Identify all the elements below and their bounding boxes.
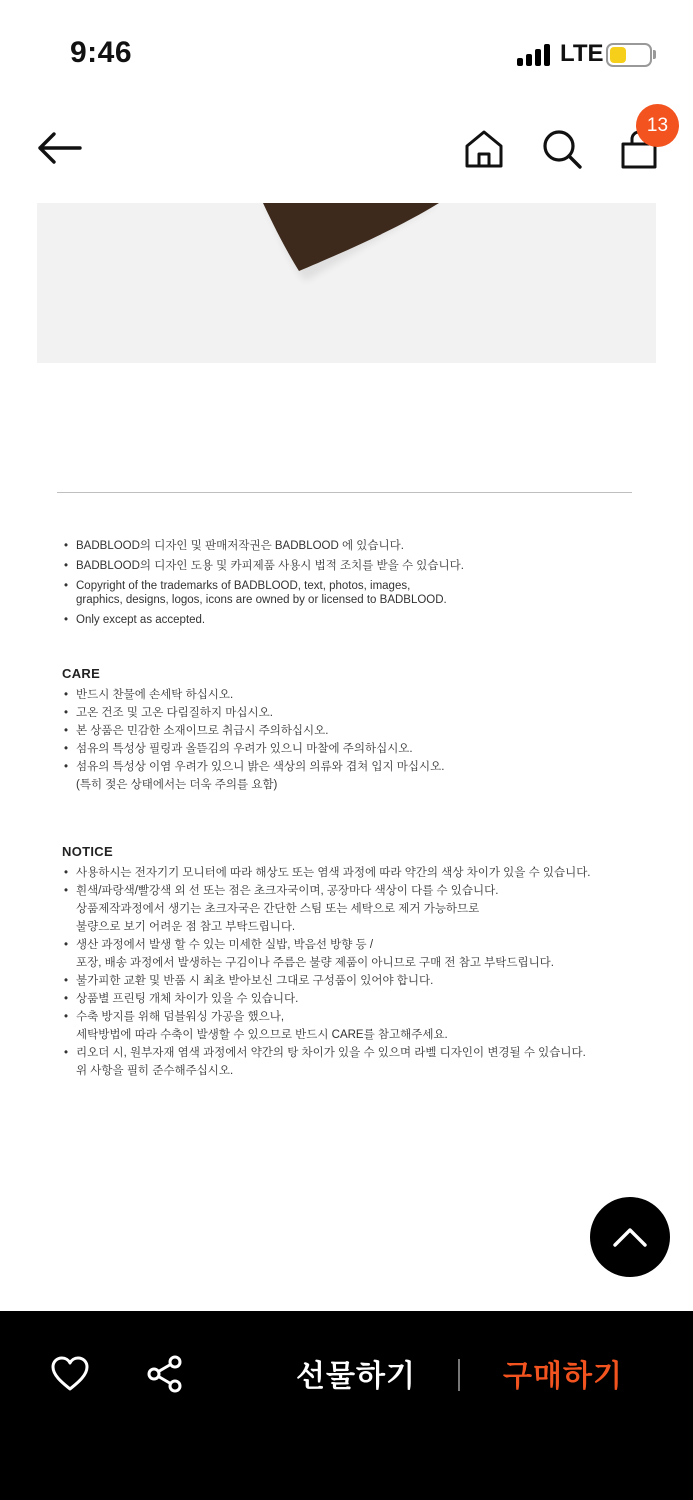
care-item: • 섬유의 특성상 필링과 올뜯김의 우려가 있으니 마찰에 주의하십시오. [62,740,662,758]
section-divider [57,492,632,493]
back-button[interactable] [36,130,82,166]
copyright-item: • Copyright of the trademarks of BADBLOOD, text, photos, images, graphics, designs, logos, icons are owned by or licensed to BADBLOOD. [62,579,662,607]
home-icon [463,128,505,170]
care-item: • 반드시 찬물에 손세탁 하십시오. [62,686,662,704]
notice-heading: NOTICE [62,844,113,859]
care-item: • 고온 건조 및 고온 다림질하지 마십시오. [62,704,662,722]
battery-cap [653,50,656,59]
notice-item: • 불가피한 교환 및 반품 시 최초 받아보신 그대로 구성품이 있어야 합니다. [62,972,662,990]
heart-icon [50,1356,90,1392]
notice-item: • 흰색/파랑색/빨강색 외 선 또는 점은 초크자국이며, 공장마다 색상이 다를 수 있습니다. 상품제작과정에서 생기는 초크자국은 간단한 스팀 또는 세탁으로 제거 가능하므로 불량으로 보기 어려운 점 참고 부탁드립니다. [62,882,662,936]
home-button[interactable] [463,128,505,170]
cart-count-badge: 13 [636,104,679,147]
share-icon [146,1355,184,1393]
notice-item: • 리오더 시, 원부자재 염색 과정에서 약간의 탕 차이가 있을 수 있으며 라벨 디자인이 변경될 수 있습니다. 위 사항을 필히 준수해주십시오. [62,1044,662,1080]
status-time: 9:46 [70,36,133,69]
bottom-action-bar [0,1311,693,1500]
notice-item: • 생산 과정에서 발생 할 수 있는 미세한 실밥, 박음선 방향 등 / 포장, 배송 과정에서 발생하는 구김이나 주름은 불량 제품이 아니므로 구매 전 참고 부탁드립니다. [62,936,662,972]
signal-icon [517,44,553,66]
copyright-item: • Only except as accepted. [62,610,662,630]
buy-button[interactable]: 구매하기 [503,1360,623,1393]
copyright-notice [62,536,662,630]
care-heading: CARE [62,666,101,681]
search-icon [541,128,583,170]
app-header [0,100,693,200]
copyright-item: • BADBLOOD의 디자인 및 판매저작권은 BADBLOOD 에 있습니다. [62,536,662,556]
scroll-to-top-button[interactable] [590,1197,670,1277]
notice-item: • 사용하시는 전자기기 모니터에 따라 해상도 또는 염색 과정에 따라 약간의 색상 차이가 있을 수 있습니다. [62,864,662,882]
wishlist-button[interactable] [50,1356,90,1392]
network-label: LTE [560,40,604,67]
search-button[interactable] [541,128,583,170]
notice-section [62,843,662,1080]
share-button[interactable] [146,1355,184,1393]
status-bar [0,0,693,100]
chevron-up-icon [590,1197,670,1277]
notice-item: • 수축 방지를 위해 덤블워싱 가공을 했으나, 세탁방법에 따라 수축이 발생할 수 있으므로 반드시 CARE를 참고해주세요. [62,1008,662,1044]
battery-icon [606,43,652,67]
care-item: • 섬유의 특성상 이염 우려가 있으니 밝은 색상의 의류와 겹쳐 입지 마십시오. (특히 젖은 상태에서는 더욱 주의를 요함) [62,758,662,794]
copyright-item: • BADBLOOD의 디자인 도용 및 카피제품 사용시 법적 조치를 받을 수 있습니다. [62,556,662,576]
care-section [62,665,662,794]
product-image [37,203,656,363]
care-item: • 본 상품은 민감한 소재이므로 취급시 주의하십시오. [62,722,662,740]
bar-divider [458,1359,460,1391]
arrow-left-icon [36,130,82,166]
gift-button[interactable]: 선물하기 [296,1360,416,1393]
notice-item: • 상품별 프린팅 개체 차이가 있을 수 있습니다. [62,990,662,1008]
